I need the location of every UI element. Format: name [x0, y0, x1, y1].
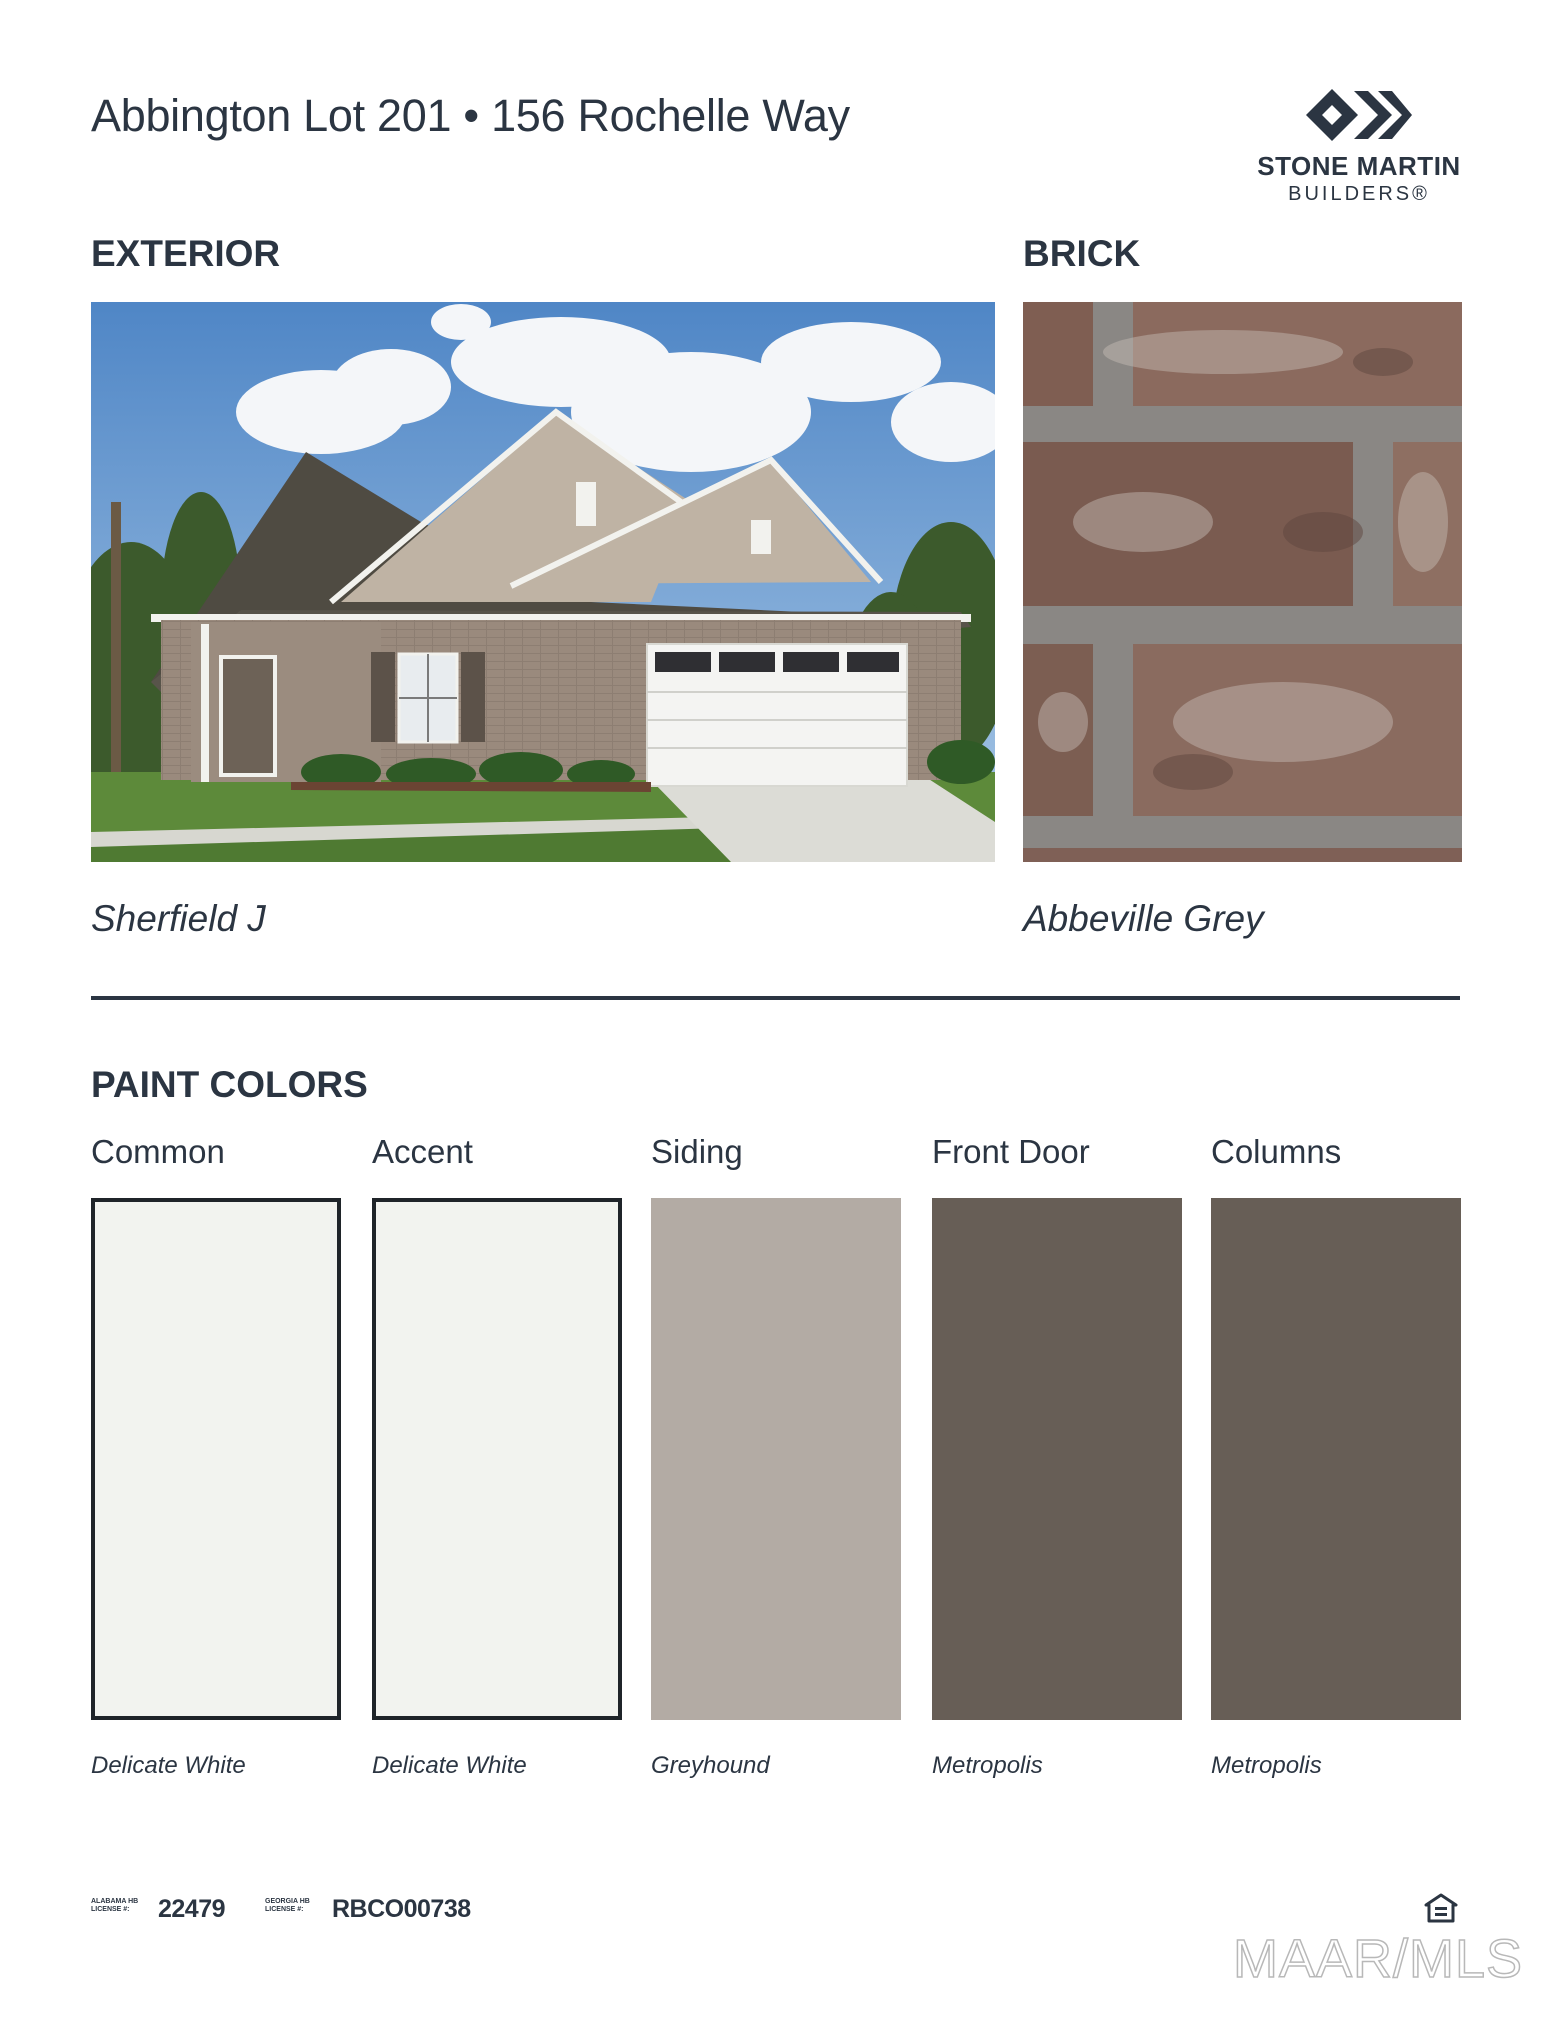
- exterior-model-name: Sherfield J: [91, 898, 266, 939]
- exterior-heading: EXTERIOR: [91, 233, 281, 274]
- paint-label-common: Common: [91, 1133, 225, 1170]
- paint-colors-heading: PAINT COLORS: [91, 1064, 368, 1105]
- paint-label-columns: Columns: [1211, 1133, 1342, 1170]
- logo-name: STONE MARTIN: [1257, 151, 1461, 181]
- alabama-license-number: 22479: [158, 1895, 226, 1923]
- paint-swatch-siding: [651, 1198, 901, 1720]
- paint-name-accent: Delicate White: [372, 1752, 527, 1779]
- mls-watermark: MAAR/MLS: [1233, 1929, 1524, 1989]
- paint-swatch-common: [91, 1198, 341, 1720]
- paint-swatch-columns: [1211, 1198, 1461, 1720]
- brick-name: Abbeville Grey: [1023, 898, 1264, 939]
- paint-name-siding: Greyhound: [651, 1752, 770, 1779]
- paint-swatch-accent: [372, 1198, 622, 1720]
- house-exterior-image: [91, 302, 995, 862]
- stone-martin-logo-icon: [1304, 87, 1414, 143]
- brick-heading: BRICK: [1023, 233, 1141, 274]
- paint-name-front-door: Metropolis: [932, 1752, 1043, 1779]
- paint-label-siding: Siding: [651, 1133, 743, 1170]
- company-logo: [1254, 85, 1464, 205]
- paint-label-accent: Accent: [372, 1133, 473, 1170]
- paint-swatch-front-door: [932, 1198, 1182, 1720]
- paint-name-columns: Metropolis: [1211, 1752, 1322, 1779]
- equal-housing-icon: [1424, 1893, 1458, 1923]
- georgia-license-number: RBCO00738: [332, 1895, 471, 1923]
- georgia-license-label: GEORGIA HB LICENSE #:: [265, 1898, 310, 1913]
- brick-sample-image: [1023, 302, 1462, 862]
- paint-label-front-door: Front Door: [932, 1133, 1090, 1170]
- paint-name-common: Delicate White: [91, 1752, 246, 1779]
- alabama-license-label: ALABAMA HB LICENSE #:: [91, 1898, 139, 1913]
- logo-subtitle: BUILDERS®: [1288, 183, 1430, 205]
- section-divider: [91, 996, 1460, 1000]
- page-title: Abbington Lot 201 • 156 Rochelle Way: [91, 90, 850, 141]
